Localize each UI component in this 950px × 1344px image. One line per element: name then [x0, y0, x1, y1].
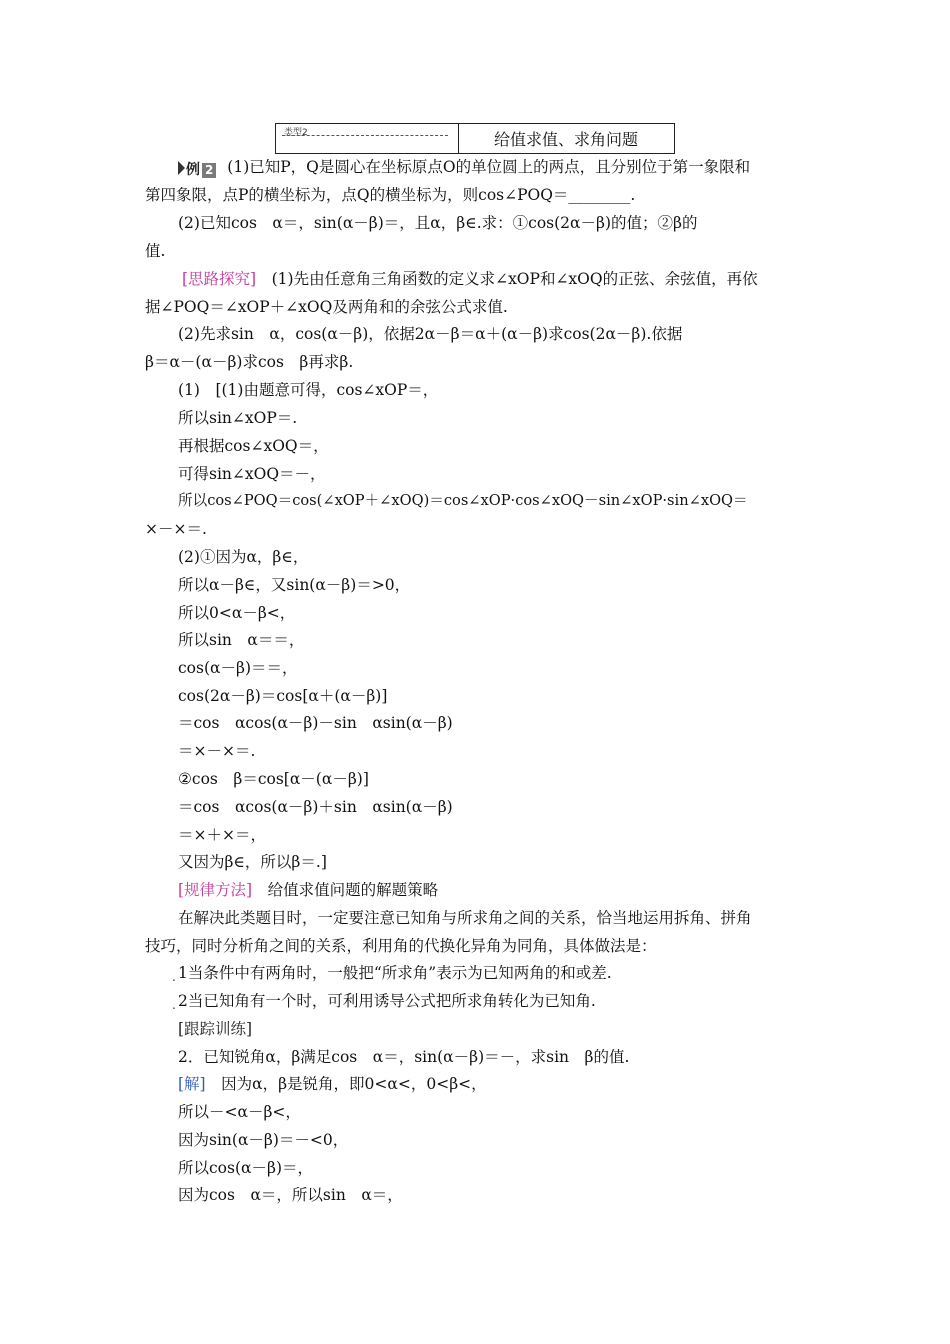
solution-line: ＝cos αcos(α－β)＋sin αsin(α－β)	[178, 798, 453, 816]
solution-line: ＝cos αcos(α－β)－sin αsin(α－β)	[178, 714, 453, 732]
thinking-first-line	[182, 269, 758, 289]
answer-line: 所以cos(α－β)＝，	[178, 1159, 313, 1177]
solution-line: ＝×＋×＝，	[178, 826, 266, 844]
solution-line: ＝×－×＝.	[178, 742, 256, 760]
thinking-line: 据∠POQ＝∠xOP＋∠xOQ及两角和的余弦公式求值.	[145, 298, 508, 316]
solution-line: ×－×＝.	[145, 520, 207, 538]
example-line: 值.	[145, 242, 166, 260]
solution-line: 可得sin∠xOQ＝－，	[178, 465, 326, 483]
thinking-line: β＝α－(α－β)求cos β再求β.	[145, 353, 354, 371]
example-badge	[178, 160, 216, 180]
example-line: (1)已知P，Q是圆心在坐标原点O的单位圆上的两点，且分别位于第一象限和	[227, 158, 751, 176]
solution-line: cos(2α－β)＝cos[α＋(α－β)]	[178, 687, 388, 705]
triangle-icon	[178, 161, 185, 175]
method-line: 技巧，同时分析角之间的关系，利用角的代换化异角为同角，具体做法是：	[145, 937, 657, 955]
bullet-dot-icon: .	[172, 970, 176, 984]
answer-line: 因为cos α＝，所以sin α＝，	[178, 1186, 403, 1204]
method-line: 在解决此类题目时，一定要注意已知角与所求角之间的关系，恰当地运用拆角、拼角	[178, 909, 752, 927]
example-line: 第四象限，点P的横坐标为，点Q的横坐标为，则cos∠POQ＝________.	[145, 186, 636, 204]
example-badge-number: 2	[202, 163, 216, 178]
thinking-tag: [思路探究]	[182, 270, 257, 288]
method-title: 给值求值问题的解题策略	[267, 881, 439, 899]
solution-line: 又因为β∈，所以β＝.]	[178, 853, 327, 871]
answer-first-line	[178, 1074, 487, 1094]
method-line: 2当已知角有一个时，可利用诱导公式把所求角转化为已知角.	[178, 992, 596, 1010]
practice-tag: [跟踪训练]	[178, 1020, 253, 1038]
method-line: 1当条件中有两角时，一般把“所求角”表示为已知两角的和或差.	[178, 964, 612, 982]
solution-line: 所以sin∠xOP＝.	[178, 409, 298, 427]
solution-line: 所以α－β∈，又sin(α－β)＝>0，	[178, 576, 411, 594]
example-line: (2)已知cos α＝，sin(α－β)＝，且α，β∈.求：①cos(2α－β)的值；②β的	[178, 214, 698, 232]
answer-tag: [解]	[178, 1075, 206, 1093]
solution-line: cos(α－β)＝＝，	[178, 659, 298, 677]
thinking-line: (2)先求sin α，cos(α－β)，依据2α－β＝α＋(α－β)求cos(2α－β).依据	[178, 325, 683, 343]
box-divider	[458, 124, 459, 153]
method-tag: [规律方法]	[178, 881, 253, 899]
solution-line: ②cos β＝cos[α－(α－β)]	[178, 770, 369, 788]
practice-question: 2．已知锐角α，β满足cos α＝，sin(α－β)＝－，求sin β的值.	[178, 1048, 630, 1066]
thinking-line: (1)先由任意角三角函数的定义求∠xOP和∠xOQ的正弦、余弦值，再依	[271, 270, 758, 288]
bullet-dot-icon: .	[172, 998, 176, 1012]
example-badge-text: 例	[186, 162, 200, 178]
solution-line: 再根据cos∠xOQ＝，	[178, 437, 329, 455]
solution-line: 所以0<α－β<，	[178, 604, 296, 622]
example-first-line	[178, 157, 750, 180]
dotted-divider	[282, 135, 448, 136]
solution-line: (2)①因为α，β∈，	[178, 548, 309, 566]
answer-line: 所以－<α－β<，	[178, 1103, 301, 1121]
answer-line: 因为α，β是锐角，即0<α<，0<β<，	[221, 1075, 487, 1093]
section-title: 给值求值、求角问题	[494, 130, 639, 149]
type-label: 类型2	[284, 128, 308, 138]
section-type-box	[275, 123, 675, 154]
answer-line: 因为sin(α－β)＝－<0，	[178, 1131, 349, 1149]
solution-line: 所以cos∠POQ＝cos(∠xOP＋∠xOQ)＝cos∠xOP·cos∠xOQ－sin∠xOP·sin∠xOQ＝	[178, 492, 748, 509]
method-header	[178, 880, 438, 900]
solution-line: 所以sin α＝＝，	[178, 631, 305, 649]
solution-line: (1) [(1)由题意可得，cos∠xOP＝，	[178, 381, 439, 399]
